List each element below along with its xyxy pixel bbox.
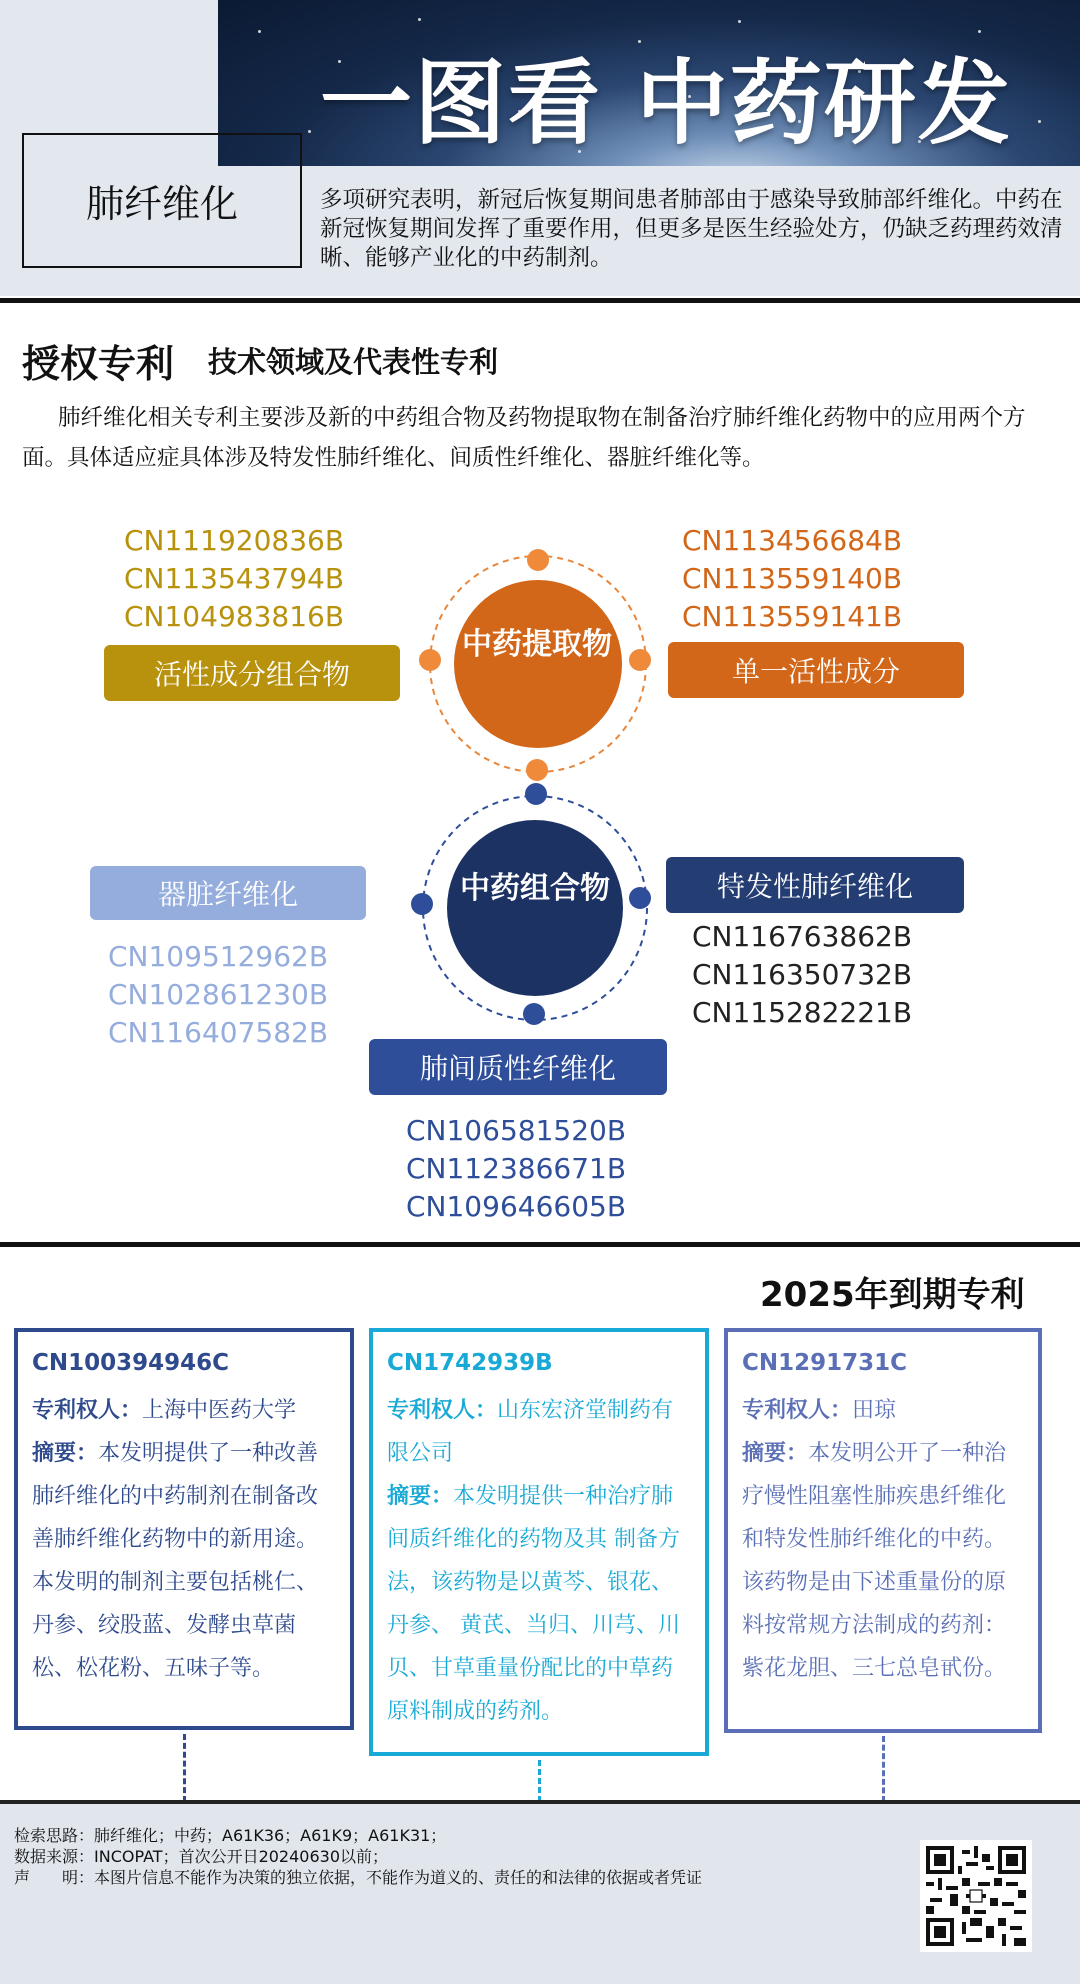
page-title: 一图看 中药研发 bbox=[320, 50, 1013, 157]
interstitial-fibrosis-label: 肺间质性纤维化 bbox=[369, 1039, 667, 1095]
interstitial-patent-list bbox=[406, 1112, 626, 1226]
card-connector bbox=[882, 1736, 885, 1802]
ring-dot bbox=[411, 893, 433, 915]
organ-fibrosis-patent-list bbox=[108, 938, 328, 1052]
footer-search-label: 检索思路： bbox=[14, 1826, 95, 1845]
footer-search-line bbox=[14, 1826, 446, 1846]
abstract-value: 本发明提供一种治疗肺间质纤维化的药物及其 制备方法，该药物是以黄芩、银花、丹参、 黄芪、当归、川芎、川贝、甘草重量份配比的中草药原料制成的药剂。 bbox=[387, 1484, 680, 1724]
composition-hub-label: 中药组合物 bbox=[460, 871, 610, 906]
patent-code: CN115282221B bbox=[692, 996, 913, 1029]
expiring-patent-card bbox=[724, 1328, 1042, 1733]
organ-fibrosis-label: 器脏纤维化 bbox=[90, 866, 366, 920]
expiring-patent-card bbox=[14, 1328, 354, 1730]
footer-disclaimer-value: 本图片信息不能作为决策的独立依据，不能作为道义的、责任的和法律的依据或者凭证 bbox=[94, 1868, 703, 1887]
ring-dot bbox=[629, 887, 651, 909]
card-patent-code: CN1742939B bbox=[387, 1350, 553, 1376]
patent-code: CN112386671B bbox=[406, 1152, 627, 1185]
footer-disclaimer-line bbox=[14, 1868, 702, 1888]
ring-dot bbox=[526, 759, 548, 781]
extract-hub-label: 中药提取物 bbox=[462, 627, 612, 662]
patent-code: CN116350732B bbox=[692, 958, 913, 991]
section-title: 授权专利 bbox=[22, 342, 175, 386]
card-body bbox=[32, 1389, 336, 1690]
footer-source-label: 数据来源： bbox=[14, 1847, 95, 1866]
active-combo-patent-list bbox=[124, 522, 344, 636]
ring-dot bbox=[419, 649, 441, 671]
ring-dot bbox=[523, 1003, 545, 1025]
abstract-label: 摘要： bbox=[387, 1484, 454, 1509]
patent-code: CN104983816B bbox=[124, 600, 345, 633]
patent-code: CN116407582B bbox=[108, 1016, 329, 1049]
extract-hub-circle bbox=[454, 580, 622, 748]
patent-code: CN113559141B bbox=[682, 600, 903, 633]
footer-source-line bbox=[14, 1847, 388, 1867]
section-description: 肺纤维化相关专利主要涉及新的中药组合物及药物提取物在制备治疗肺纤维化药物中的应用两个方面。具体适应症具体涉及特发性肺纤维化、间质性纤维化、器脏纤维化等。 bbox=[22, 405, 1026, 471]
card-patent-code: CN100394946C bbox=[32, 1350, 230, 1376]
topic-box: 肺纤维化 bbox=[22, 133, 302, 268]
owner-label: 专利权人： bbox=[32, 1398, 143, 1423]
qr-code-graphic bbox=[926, 1846, 1026, 1946]
composition-hub-circle bbox=[447, 820, 623, 996]
card-connector bbox=[183, 1734, 186, 1802]
ring-dot bbox=[527, 549, 549, 571]
patent-code: CN113559140B bbox=[682, 562, 903, 595]
qr-code-icon[interactable] bbox=[920, 1840, 1032, 1952]
footer-disclaimer-label: 声 明： bbox=[14, 1868, 95, 1887]
ring-dot bbox=[525, 783, 547, 805]
patent-code: CN113543794B bbox=[124, 562, 345, 595]
patent-code: CN116763862B bbox=[692, 920, 913, 953]
card-body bbox=[742, 1389, 1024, 1690]
patent-code: CN113456684B bbox=[682, 524, 903, 557]
card-connector bbox=[538, 1760, 541, 1802]
section-subtitle: 技术领域及代表性专利 bbox=[208, 345, 499, 379]
abstract-label: 摘要： bbox=[32, 1441, 99, 1466]
single-active-patent-list bbox=[682, 522, 902, 636]
owner-value: 上海中医药大学 bbox=[142, 1398, 297, 1423]
card-body bbox=[387, 1389, 691, 1733]
footer-source-value: INCOPAT；首次公开日20240630以前； bbox=[94, 1847, 389, 1866]
patent-code: CN106581520B bbox=[406, 1114, 627, 1147]
expiring-patents-title: 2025年到期专利 bbox=[760, 1275, 1025, 1315]
owner-value: 田琼 bbox=[852, 1398, 897, 1423]
idiopathic-patent-list bbox=[692, 918, 912, 1032]
card-patent-code: CN1291731C bbox=[742, 1350, 908, 1376]
section-divider bbox=[0, 1242, 1080, 1247]
owner-label: 专利权人： bbox=[387, 1398, 498, 1423]
owner-value: 山东宏济堂制药有限公司 bbox=[387, 1398, 674, 1466]
active-combo-label: 活性成分组合物 bbox=[104, 645, 400, 701]
expiring-patent-card bbox=[369, 1328, 709, 1756]
ring-dot bbox=[629, 649, 651, 671]
single-active-label: 单一活性成分 bbox=[668, 642, 964, 698]
patent-code: CN109512962B bbox=[108, 940, 329, 973]
abstract-value: 本发明提供了一种改善肺纤维化的中药制剂在制备改善肺纤维化药物中的新用途。本发明的制剂主要包括桃仁、丹参、绞股蓝、发酵虫草菌松、松花粉、五味子等。 bbox=[32, 1441, 319, 1681]
idiopathic-fibrosis-label: 特发性肺纤维化 bbox=[666, 857, 964, 913]
owner-label: 专利权人： bbox=[742, 1398, 853, 1423]
patent-code: CN102861230B bbox=[108, 978, 329, 1011]
patent-code: CN111920836B bbox=[124, 524, 345, 557]
patent-code: CN109646605B bbox=[406, 1190, 627, 1223]
intro-text: 多项研究表明，新冠后恢复期间患者肺部由于感染导致肺部纤维化。中药在新冠恢复期间发挥了重要作用，但更多是医生经验处方，仍缺乏药理药效清晰、能够产业化的中药制剂。 bbox=[320, 187, 1063, 271]
footer-search-value: 肺纤维化；中药；A61K36；A61K9；A61K31； bbox=[94, 1826, 447, 1845]
abstract-value: 本发明公开了一种治疗慢性阻塞性肺疾患纤维化和特发性肺纤维化的中药。该药物是由下述重量份的原料按常规方法制成的药剂：紫花龙胆、三七总皂甙份。 bbox=[742, 1441, 1007, 1681]
abstract-label: 摘要： bbox=[742, 1441, 809, 1466]
